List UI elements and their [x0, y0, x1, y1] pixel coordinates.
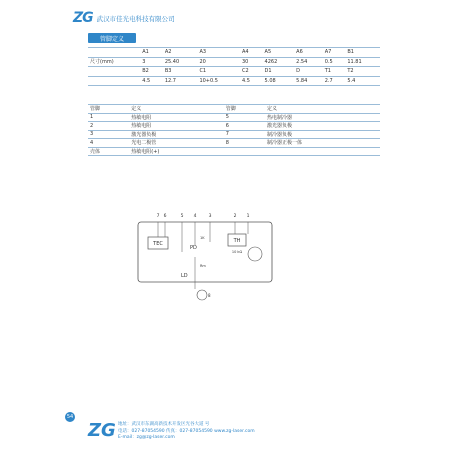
pin-cell: 制冷器负极	[265, 130, 380, 139]
pin-header-row	[88, 105, 380, 114]
dimension-cell: 尺寸(mm)	[88, 57, 140, 67]
th-label: TH	[233, 238, 241, 244]
company-name: 武汉市佳光电科技有限公司	[96, 14, 175, 23]
pin-cell: 壳体	[88, 147, 129, 156]
dimension-cell: 20	[197, 57, 240, 67]
dimension-cell: A5	[263, 48, 295, 58]
page-number: 54	[66, 414, 74, 420]
pin-cell	[224, 147, 265, 156]
pin8-ground	[197, 290, 207, 300]
tec-label: TEC	[153, 241, 163, 247]
ld-label: LD	[181, 273, 188, 279]
pin-cell: 制冷器正极一体	[265, 139, 380, 148]
pin-cell: 热敏电阻(+)	[129, 147, 224, 156]
pin-number-label: 7	[156, 214, 160, 219]
pin-cell: 6	[224, 122, 265, 131]
dimension-cell: C1	[197, 67, 240, 77]
footer-logo: ZG	[88, 420, 116, 441]
dimension-cell: A2	[163, 48, 198, 58]
dimension-cell: D	[294, 67, 323, 77]
pin-number-label: 5	[180, 214, 184, 219]
dimension-cell: 2.54	[294, 57, 323, 67]
dimension-cell: B3	[163, 67, 198, 77]
pin-cell: 8	[224, 139, 265, 148]
pin-cell: 热敏电阻	[129, 113, 224, 122]
dimension-cell: 10+0.5	[197, 76, 240, 86]
dimension-table	[88, 47, 380, 86]
pin-number-label: 6	[163, 214, 167, 219]
footer-contact	[118, 422, 255, 442]
dimension-cell	[88, 48, 140, 58]
pin8-label: 8	[208, 293, 211, 298]
pin-header-cell: 管脚	[224, 105, 265, 114]
pin-cell: 热敏电阻	[129, 122, 224, 131]
dimension-cell: D1	[263, 67, 295, 77]
pin-cell: 光电二极管	[129, 139, 224, 148]
dimension-cell: A3	[197, 48, 240, 58]
dimension-cell: T2	[345, 67, 380, 77]
dimension-cell: 5.4	[345, 76, 380, 86]
dimension-row	[88, 48, 380, 58]
dimension-cell: 3	[140, 57, 163, 67]
pin-number-label: 3	[208, 214, 212, 219]
dimension-cell: 4.5	[240, 76, 263, 86]
pin-labels	[157, 213, 250, 219]
pin-definition-table	[88, 104, 380, 156]
pin-row	[88, 139, 380, 148]
footer-line-3: E-mail：zg@zg-laser.com	[118, 435, 175, 440]
company-logo: ZG	[73, 10, 93, 26]
pin-header-cell: 定义	[129, 105, 224, 114]
th-value: 10 kΩ	[231, 250, 243, 254]
pin-cell	[265, 147, 380, 156]
pin-cell: 2	[88, 122, 129, 131]
pin-number-label: 2	[233, 214, 237, 219]
dimension-row	[88, 76, 380, 86]
pin-header-cell: 定义	[265, 105, 380, 114]
section-title: 管脚定义	[88, 33, 136, 43]
pin-number-label: 1	[246, 214, 250, 219]
pin-cell: 1	[88, 113, 129, 122]
dimension-cell: 2.7	[323, 76, 346, 86]
dimension-cell: 30	[240, 57, 263, 67]
pin-cell: 7	[224, 130, 265, 139]
dimension-cell: 25.40	[163, 57, 198, 67]
pin-header-cell: 管脚	[88, 105, 129, 114]
pin-cell: 热电制冷器	[265, 113, 380, 122]
pin-row	[88, 130, 380, 139]
pd-label: PD	[190, 245, 197, 251]
pin-cell: 4	[88, 139, 129, 148]
dimension-cell: 12.7	[163, 76, 198, 86]
pin-row	[88, 122, 380, 131]
pin-row	[88, 147, 380, 156]
dimension-cell: 0.5	[323, 57, 346, 67]
dimension-cell: A1	[140, 48, 163, 58]
page-header	[73, 10, 175, 26]
dimension-cell: B2	[140, 67, 163, 77]
pin-cell: 5	[224, 113, 265, 122]
pin-number-label: 4	[193, 214, 197, 219]
pin-row	[88, 113, 380, 122]
wiring	[158, 222, 248, 289]
dimension-cell	[88, 76, 140, 86]
output-symbol	[248, 247, 262, 261]
dimension-cell: A6	[294, 48, 323, 58]
dimension-row	[88, 57, 380, 67]
footer-line-1: 地址：武汉市东湖高新技术开发区光谷大道 号	[118, 422, 210, 427]
dimension-cell: T1	[323, 67, 346, 77]
circuit-schematic	[130, 207, 282, 303]
pin-cell: 激光器负极	[265, 122, 380, 131]
pin-cell: 3	[88, 130, 129, 139]
dimension-cell: 5.84	[294, 76, 323, 86]
dimension-cell: 4.5	[140, 76, 163, 86]
dimension-cell: A7	[323, 48, 346, 58]
dimension-cell: 5.08	[263, 76, 295, 86]
dimension-cell	[88, 67, 140, 77]
dimension-cell: B1	[345, 48, 380, 58]
rm-label: Rm	[200, 264, 206, 268]
footer-line-2: 电话：027-87054590 传真：027-87054590 www.zg-laser.com	[118, 428, 255, 434]
dimension-cell: 11.81	[345, 57, 380, 67]
res1-label: 1K	[200, 236, 205, 240]
dimension-cell: 4262	[263, 57, 295, 67]
pin-cell: 激光器负极	[129, 130, 224, 139]
dimension-cell: C2	[240, 67, 263, 77]
dimension-cell: A4	[240, 48, 263, 58]
dimension-row	[88, 67, 380, 77]
